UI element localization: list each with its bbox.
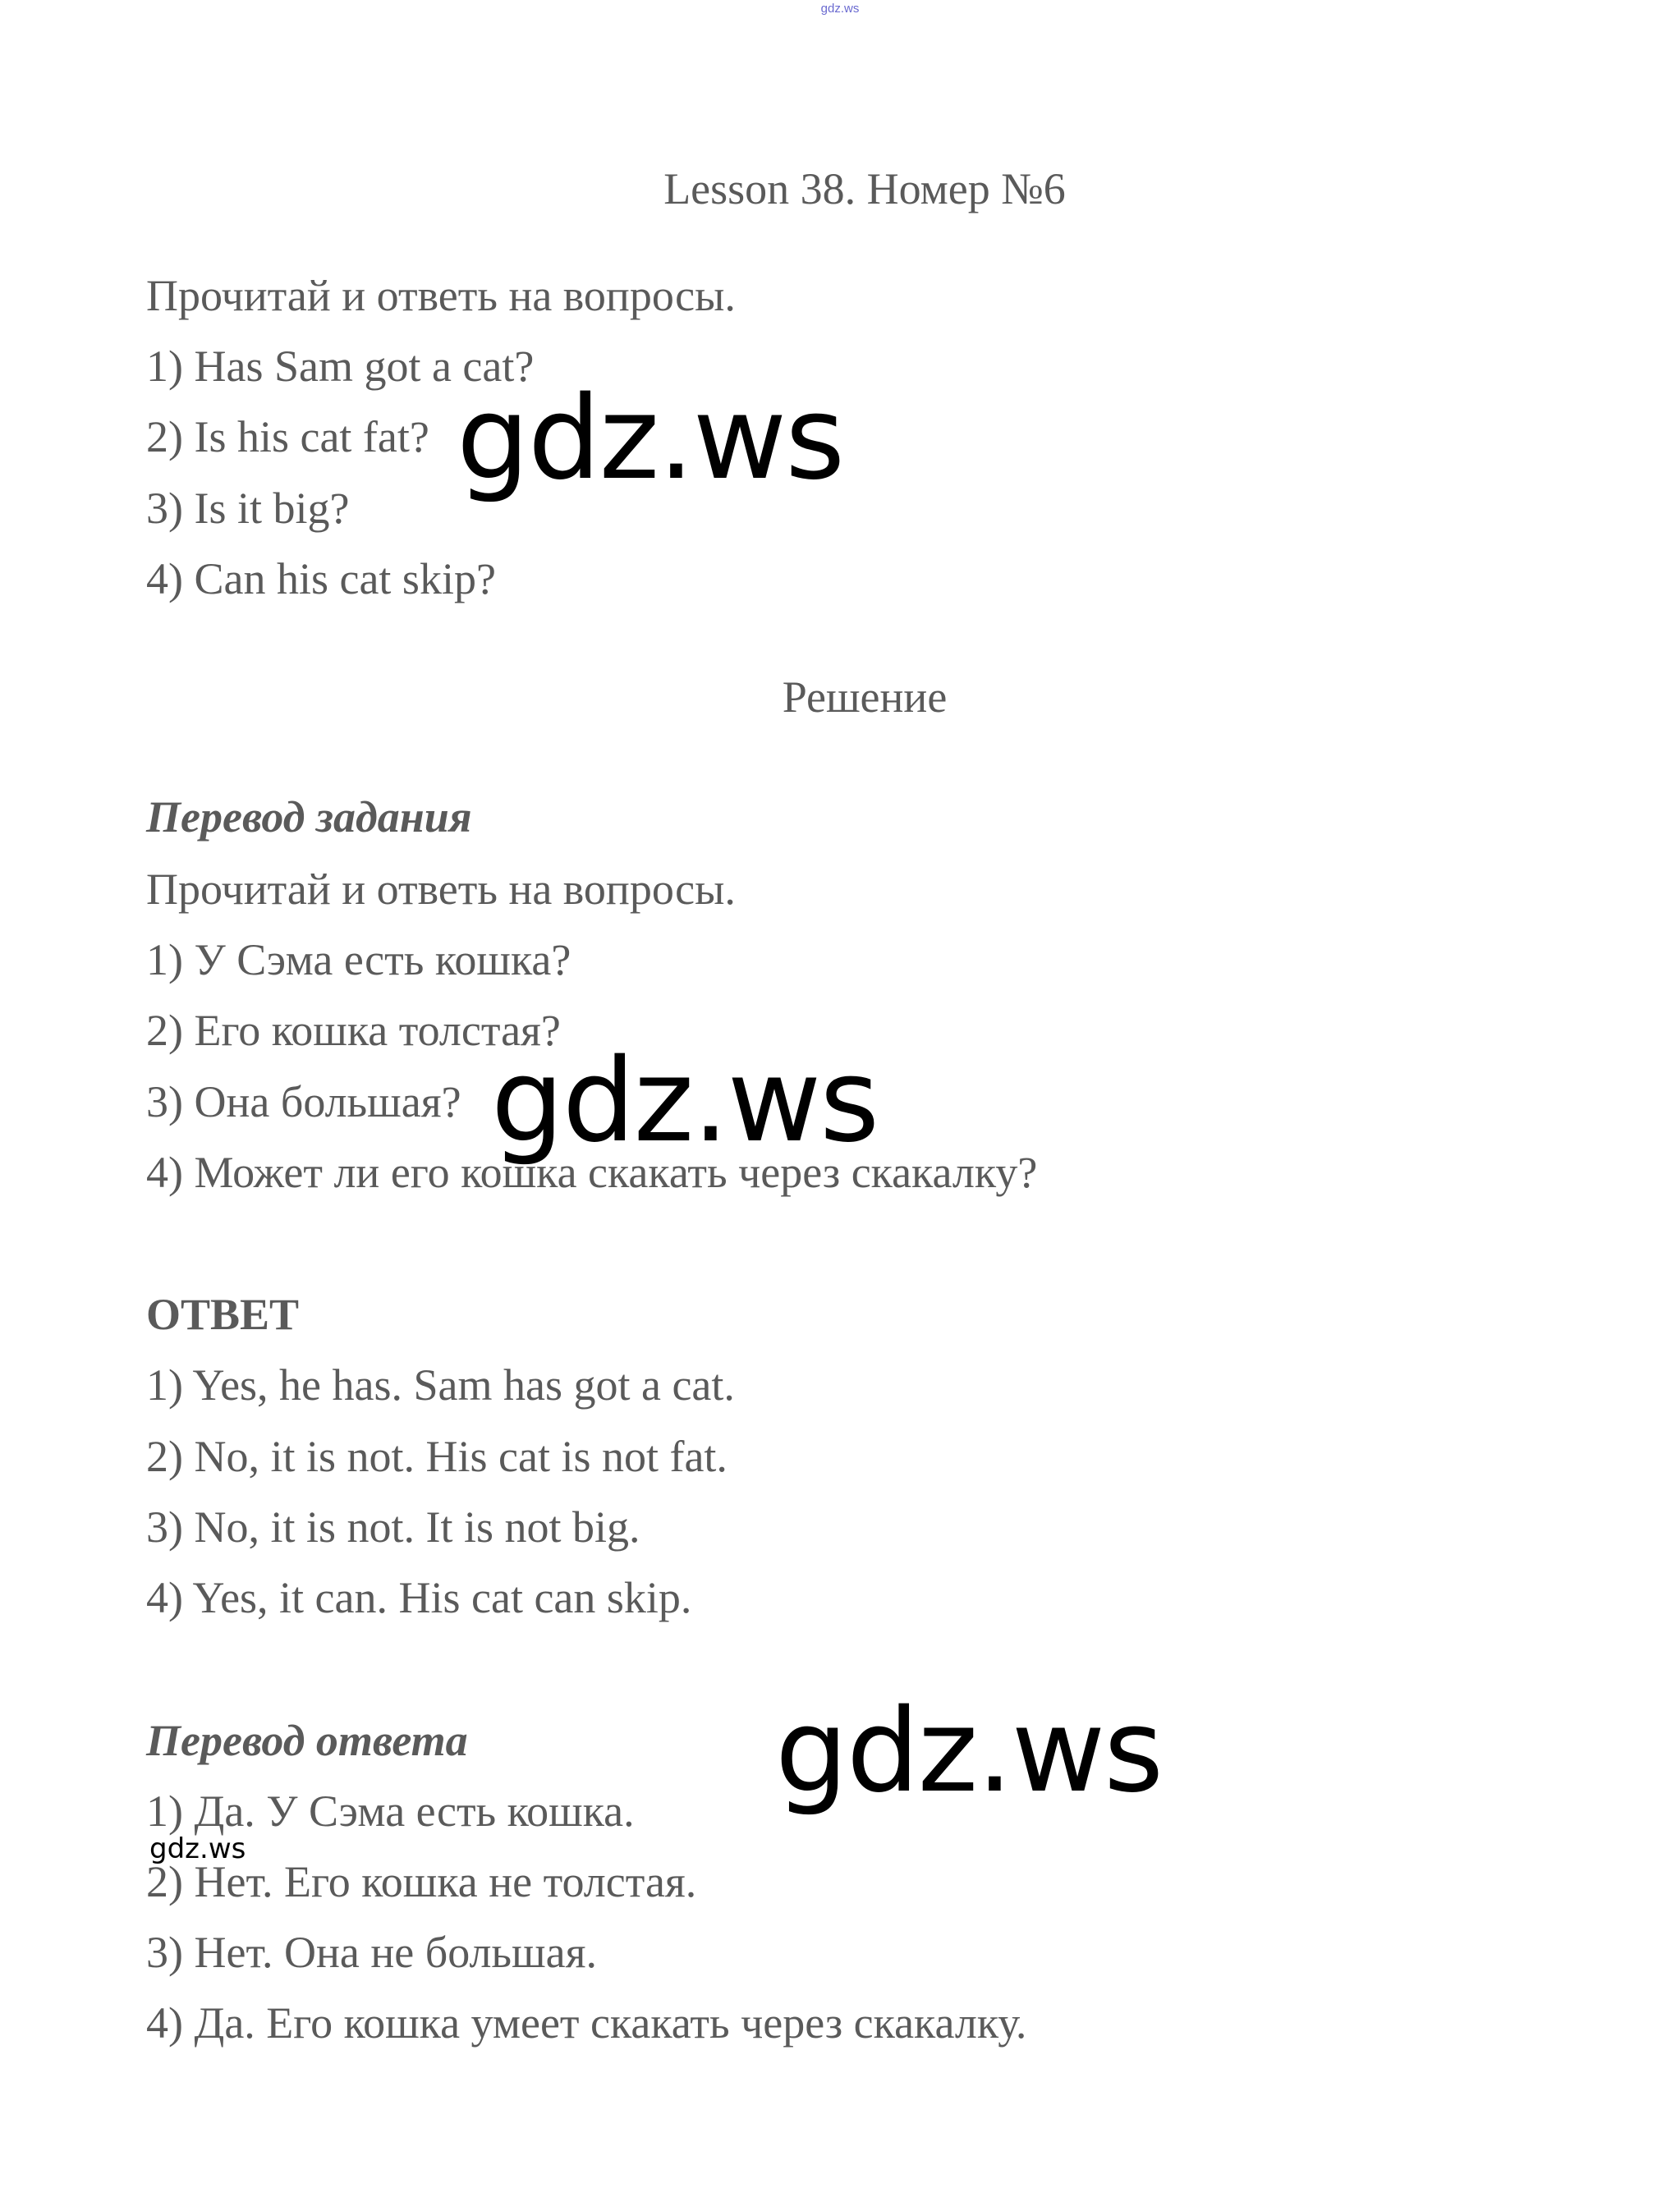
task-translation-question-1: 1) У Сэма есть кошка? — [146, 935, 571, 984]
answer-item-3: 3) No, it is not. It is not big. — [146, 1502, 640, 1552]
task-translation-instruction: Прочитай и ответь на вопросы. — [146, 865, 736, 914]
answer-translation-item-3: 3) Нет. Она не большая. — [146, 1928, 597, 1977]
answer-translation-item-1: 1) Да. У Сэма есть кошка. — [146, 1786, 635, 1836]
task-question-4: 4) Can his cat skip? — [146, 554, 496, 603]
watermark-gdz-small: gdz.ws — [149, 1832, 246, 1865]
answer-translation-item-2: 2) Нет. Его кошка не толстая. — [146, 1857, 697, 1906]
answer-item-4: 4) Yes, it can. His cat can skip. — [146, 1573, 692, 1622]
task-translation-question-4: 4) Может ли его кошка скакать через скакалку? — [146, 1148, 1038, 1197]
task-instruction: Прочитай и ответь на вопросы. — [146, 271, 736, 320]
task-question-1: 1) Has Sam got a cat? — [146, 342, 535, 391]
task-translation-question-3: 3) Она большая? — [146, 1077, 461, 1126]
answer-translation-heading: Перевод ответа — [146, 1716, 468, 1765]
watermark-gdz-1: gdz.ws — [457, 372, 844, 506]
solution-heading: Решение — [782, 672, 948, 722]
task-translation-question-2: 2) Его кошка толстая? — [146, 1006, 561, 1055]
answer-item-1: 1) Yes, he has. Sam has got a cat. — [146, 1360, 735, 1410]
answer-item-2: 2) No, it is not. His cat is not fat. — [146, 1432, 728, 1481]
answer-translation-item-4: 4) Да. Его кошка умеет скакать через скакалку. — [146, 1998, 1027, 2048]
task-question-3: 3) Is it big? — [146, 484, 350, 533]
page-title: Lesson 38. Номер №6 — [663, 164, 1066, 213]
task-question-2: 2) Is his cat fat? — [146, 412, 429, 461]
task-translation-heading: Перевод задания — [146, 792, 472, 842]
answer-heading: ОТВЕТ — [146, 1290, 300, 1339]
header-watermark: gdz.ws — [820, 2, 860, 16]
watermark-gdz-2: gdz.ws — [491, 1034, 879, 1168]
watermark-gdz-3: gdz.ws — [775, 1685, 1163, 1818]
